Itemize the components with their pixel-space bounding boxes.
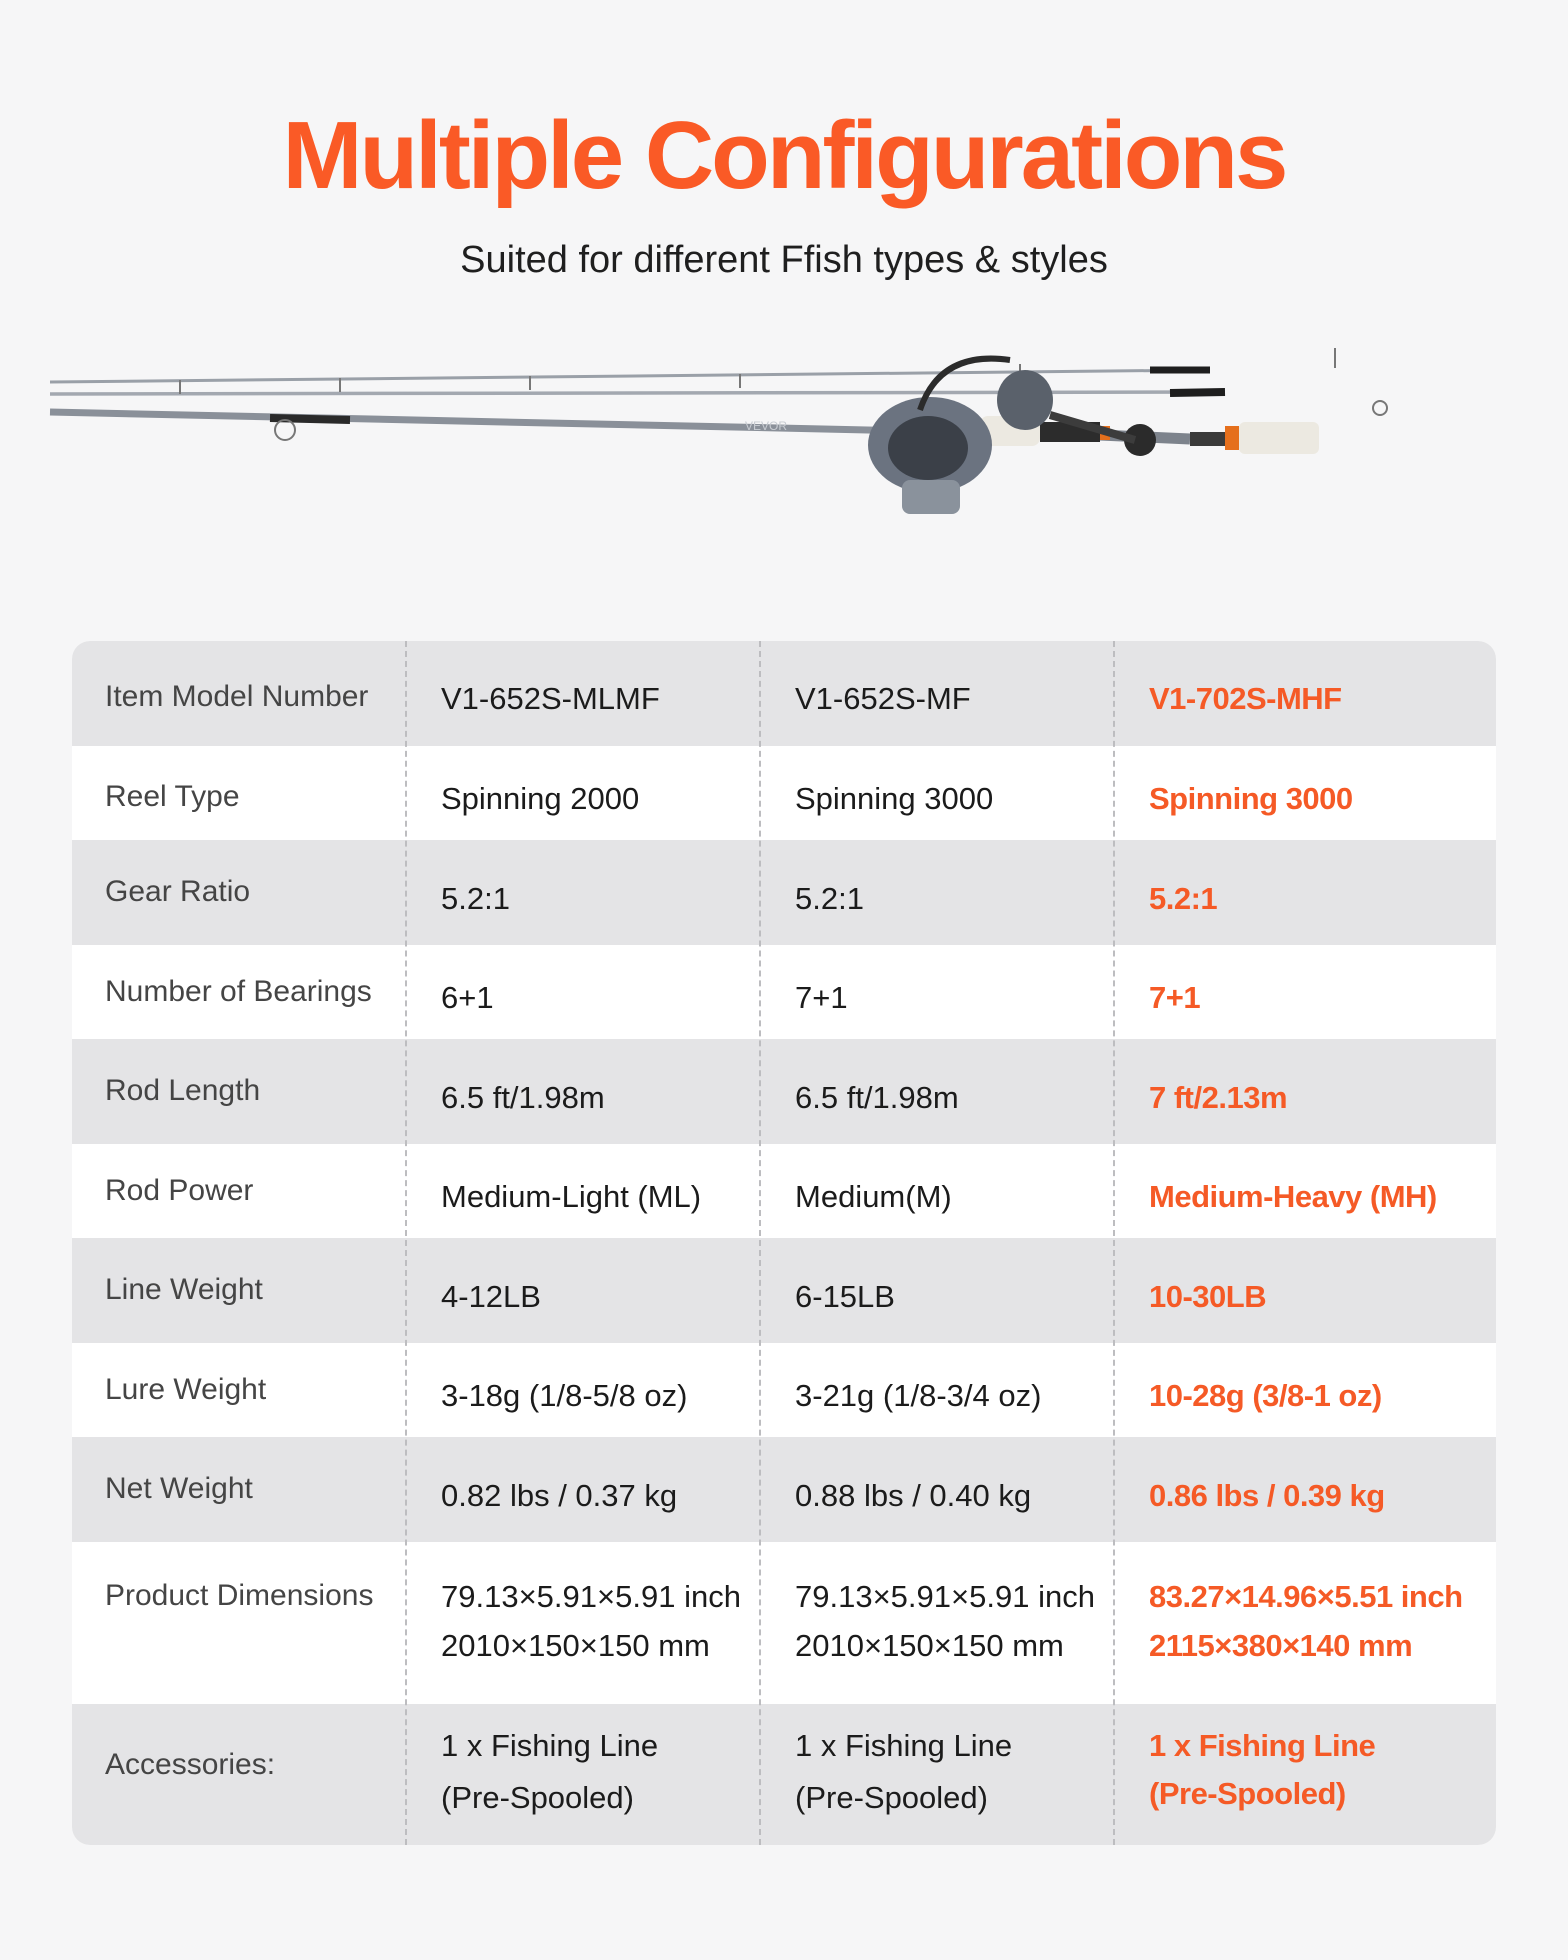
- spec-label-cell: [72, 1343, 405, 1437]
- spec-value: 10-30LB: [1149, 1279, 1267, 1314]
- spec-value: 83.27×14.96×5.51 inch: [1149, 1579, 1463, 1614]
- spec-label: Product Dimensions: [105, 1579, 374, 1612]
- spec-label-cell: [72, 1238, 405, 1343]
- spec-value: 10-28g (3/8-1 oz): [1149, 1378, 1382, 1413]
- spec-value-cell-model-3: [1113, 1542, 1496, 1704]
- table-row: [72, 1343, 1496, 1437]
- rear-grip: [1190, 422, 1319, 454]
- spec-value-cell-model-3: [1113, 641, 1496, 746]
- spec-value: Spinning 3000: [795, 781, 994, 816]
- spec-value: 7+1: [795, 980, 848, 1015]
- spec-label-cell: [72, 1542, 405, 1704]
- spec-value-cell-model-2: [759, 1039, 1113, 1144]
- spec-value-cell-model-2: [759, 746, 1113, 840]
- spec-value-cell-model-1: [405, 1144, 759, 1238]
- spec-value: Medium-Heavy (MH): [1149, 1179, 1437, 1214]
- spec-value-cell-model-2: [759, 1542, 1113, 1704]
- spec-value-cell-model-2: [759, 1704, 1113, 1845]
- spec-value: Spinning 3000: [1149, 781, 1353, 816]
- table-row: [72, 1704, 1496, 1845]
- spec-value: 6.5 ft/1.98m: [441, 1080, 605, 1115]
- rod-brand-mark: VEVOR: [745, 419, 788, 433]
- spec-label: Reel Type: [105, 780, 240, 813]
- spec-label-cell: [72, 840, 405, 945]
- spec-value: 0.88 lbs / 0.40 kg: [795, 1478, 1032, 1513]
- spec-value-cell-model-1: [405, 1704, 759, 1845]
- spec-value-cell-model-3: [1113, 840, 1496, 945]
- spec-label-cell: [72, 1039, 405, 1144]
- spec-value-line2: (Pre-Spooled): [795, 1780, 988, 1815]
- spec-value-cell-model-2: [759, 1437, 1113, 1542]
- page-subtitle: Suited for different Ffish types & styles: [460, 239, 1108, 281]
- spec-value-cell-model-1: [405, 641, 759, 746]
- page-title: Multiple Configurations: [282, 102, 1286, 209]
- spec-value: 0.86 lbs / 0.39 kg: [1149, 1478, 1385, 1513]
- spec-label: Gear Ratio: [105, 875, 251, 908]
- spec-value: 3-21g (1/8-3/4 oz): [795, 1378, 1042, 1413]
- spec-label: Rod Length: [105, 1074, 261, 1107]
- spec-value: 1 x Fishing Line: [795, 1728, 1013, 1763]
- spec-value-cell-model-1: [405, 1039, 759, 1144]
- spec-value: 4-12LB: [441, 1279, 541, 1314]
- spec-label: Net Weight: [105, 1472, 253, 1505]
- spec-value-cell-model-2: [759, 1144, 1113, 1238]
- fishing-rod-combo-image: [40, 330, 1540, 540]
- spec-value-cell-model-3: [1113, 1704, 1496, 1845]
- table-row: [72, 1238, 1496, 1343]
- spec-value: V1-652S-MLMF: [441, 681, 660, 716]
- spec-label: Line Weight: [105, 1273, 263, 1306]
- spec-label: Number of Bearings: [105, 975, 372, 1008]
- spec-value-cell-model-3: [1113, 945, 1496, 1039]
- table-row: [72, 746, 1496, 840]
- spec-label-cell: [72, 1144, 405, 1238]
- spec-value-cell-model-3: [1113, 1144, 1496, 1238]
- table-row: [72, 945, 1496, 1039]
- spec-value: 5.2:1: [795, 881, 864, 916]
- spec-value: 7+1: [1149, 980, 1201, 1015]
- spec-value: 6.5 ft/1.98m: [795, 1080, 959, 1115]
- spec-value-line2: 2115×380×140 mm: [1149, 1628, 1413, 1663]
- table-row: [72, 1542, 1496, 1704]
- spec-value: V1-702S-MHF: [1149, 681, 1342, 716]
- spec-value: 79.13×5.91×5.91 inch: [441, 1579, 741, 1614]
- table-row: [72, 1144, 1496, 1238]
- table-row: [72, 840, 1496, 945]
- spec-value: Medium(M): [795, 1179, 952, 1214]
- spec-value-cell-model-1: [405, 840, 759, 945]
- spec-label-cell: [72, 641, 405, 746]
- spec-label: Item Model Number: [105, 680, 369, 713]
- spec-value: Spinning 2000: [441, 781, 640, 816]
- spec-value-cell-model-3: [1113, 1039, 1496, 1144]
- spec-value-cell-model-1: [405, 1343, 759, 1437]
- spec-label-cell: [72, 945, 405, 1039]
- spec-value-cell-model-2: [759, 840, 1113, 945]
- spec-label: Lure Weight: [105, 1373, 267, 1406]
- spec-value: 1 x Fishing Line: [1149, 1728, 1376, 1763]
- spec-value: 3-18g (1/8-5/8 oz): [441, 1378, 688, 1413]
- table-row: [72, 1437, 1496, 1542]
- spec-value-cell-model-2: [759, 1238, 1113, 1343]
- table-row: [72, 641, 1496, 746]
- spec-label-cell: [72, 746, 405, 840]
- spec-value-line2: 2010×150×150 mm: [441, 1628, 710, 1663]
- column-divider: [1113, 641, 1115, 1845]
- spec-value: 5.2:1: [441, 881, 510, 916]
- spec-label-cell: [72, 1437, 405, 1542]
- spec-value-line2: (Pre-Spooled): [1149, 1776, 1346, 1811]
- spec-value-cell-model-2: [759, 641, 1113, 746]
- spec-value-cell-model-2: [759, 1343, 1113, 1437]
- table-row: [72, 1039, 1496, 1144]
- spec-value-line2: (Pre-Spooled): [441, 1780, 634, 1815]
- spec-value: V1-652S-MF: [795, 681, 971, 716]
- spec-label: Rod Power: [105, 1174, 254, 1207]
- spec-value: Medium-Light (ML): [441, 1179, 702, 1214]
- spec-value: 7 ft/2.13m: [1149, 1080, 1288, 1115]
- column-divider: [405, 641, 407, 1845]
- spec-value-line2: 2010×150×150 mm: [795, 1628, 1064, 1663]
- spec-value: 6+1: [441, 980, 494, 1015]
- column-divider: [759, 641, 761, 1845]
- spec-value-cell-model-3: [1113, 1238, 1496, 1343]
- spec-value-cell-model-1: [405, 945, 759, 1039]
- spec-value-cell-model-1: [405, 1437, 759, 1542]
- spec-label: Accessories:: [105, 1748, 276, 1781]
- spec-value: 0.82 lbs / 0.37 kg: [441, 1478, 678, 1513]
- spec-label-cell: [72, 1704, 405, 1845]
- spec-value-cell-model-1: [405, 1238, 759, 1343]
- spec-value-cell-model-3: [1113, 1437, 1496, 1542]
- spec-value: 79.13×5.91×5.91 inch: [795, 1579, 1095, 1614]
- spec-value-cell-model-2: [759, 945, 1113, 1039]
- spec-value: 6-15LB: [795, 1279, 895, 1314]
- spec-value-cell-model-3: [1113, 1343, 1496, 1437]
- spec-value-cell-model-1: [405, 1542, 759, 1704]
- spec-value-cell-model-1: [405, 746, 759, 840]
- spec-value-cell-model-3: [1113, 746, 1496, 840]
- spec-comparison-table: [72, 641, 1496, 1845]
- spec-value: 1 x Fishing Line: [441, 1728, 659, 1763]
- spec-value: 5.2:1: [1149, 881, 1218, 916]
